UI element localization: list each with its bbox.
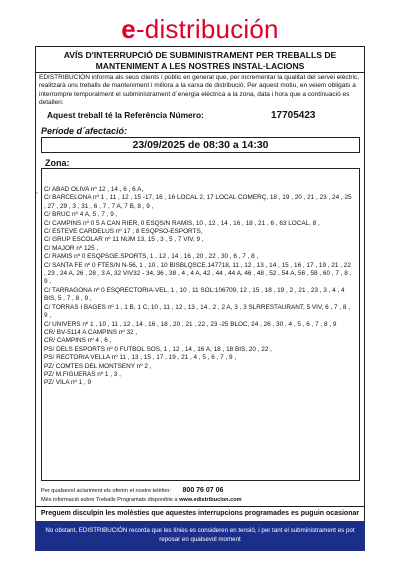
street-item: CR/ BV-5114 A CAMPINS nº 32 ,	[44, 328, 138, 336]
reference-number: 17705423	[271, 110, 316, 121]
street-item: C/ BRUC nº 4 A, 5 , 7 , 9 ,	[44, 211, 118, 219]
footer-banner	[35, 521, 365, 551]
street-item: C/ SANTA FE nº 0 FTES/N N-56, 1 , 10 , 10 BISBLQSCE.147718, 11 , 12 , 13 , 14 , 15 , 16 , 17 , 19 , 21 , 22 , 23 , 24 A, 26 , 28 , 3 A, 32 VIV32 - 34, 36 , 38 , 4 , 4 A, 42 , 44 , 44 A, 46 , 48 , 52 , 54 A, 56 , 58 , 60 , 7 , 8 , 9 ,	[44, 261, 352, 286]
street-item: C/ TORRAS I BAGES nº 1 , 1 B, 1 C, 10 , 11 , 12 , 13 , 14 , 2 , 2 A, 3 , 3 SLRRESTAURANT, 5 VIV, 6 , 7 , 8 , 9 ,	[44, 303, 351, 320]
more-info-label: Més informació sobre Treballs Programats disponible a	[41, 497, 178, 503]
footer-text: No obstant, EDISTRIBUCIÓN recorda que les línies es consideren en tensió, i per tant el subministrament es pot reposar en qualsevol moment	[45, 527, 355, 543]
reference-label: Aquest treball té la Referència Número:	[47, 110, 204, 120]
street-item: C/ MAJOR nº 125 ,	[44, 244, 99, 252]
street-item: PS/ DELS ESPORTS nº 0 FUTBOL SOS, 1 , 12 , 14 , 16 A, 18 , 18 BIS, 20 , 22 ,	[44, 345, 272, 353]
zone-mark: ,	[36, 188, 38, 195]
street-item: C/ CAMPINS nº 0 5 A CAN RIER, 0 ESQS/N RAMIS, 10 , 12 , 14 , 16 , 18 , 21 , 6 , 63 LOCAL, 8 ,	[44, 219, 320, 227]
brand-logo	[0, 14, 400, 44]
street-item: CR/ CAMPINS nº 4 , 6 ,	[44, 337, 112, 345]
street-item: C/ UNIVERS nº 1 , 10 , 11 , 12 , 14 , 16 , 18 , 20 , 21 , 22 , 23 -25 BLOC, 24 , 26 , 30 , 4 , 5 , 6 , 7 , 8 , 9	[44, 320, 337, 328]
title-divider	[35, 72, 365, 73]
period-value: 23/09/2025 de 08:30 a 14:30	[41, 137, 360, 153]
logo-prefix: e	[121, 14, 136, 44]
street-list	[44, 186, 354, 388]
street-item: C/ BARCELONA nº 1 , 11 , 12 , 15 -17, 16 , 16 LOCAL 2, 17 LOCAL COMERÇ, 18 , 19 , 20 , 21 , 23 , 24 , 25 , 27 , 29 , 3 , 31 , 6 , 7 , 7 A, 7 B, 8 , 9 ,	[44, 194, 352, 210]
phone-line	[41, 487, 223, 494]
apology-divider	[35, 506, 365, 507]
apology-text: Preguem disculpin les molèsties que aquestes interrupcions programades es puguin ocasionar	[40, 510, 360, 517]
street-item: C/ ESTEVE CARDELUS nº 17 , 8 ESQPSO-ESPORTS,	[44, 228, 203, 236]
street-item: PZ/ VILA nº 1 , 9	[44, 379, 92, 387]
street-item: PS/ RECTORIA VELLA nº 11 , 13 , 15 , 17 , 19 , 21 , 4 , 5 , 6 , 7 , 9 ,	[44, 354, 237, 362]
period-label: Període d´afectació:	[41, 126, 128, 136]
street-item: PZ/ M.FIGUERAS nº 1 , 3 ,	[44, 370, 121, 378]
website-link[interactable]: www.edistribucion.com	[179, 497, 242, 503]
notice-title: AVÍS D'INTERRUPCIÓ DE SUBMINISTRAMENT PER TREBALLS DE MANTENIMENT A LES NOSTRES INSTAL·LACIONS	[63, 50, 337, 71]
street-item: C/ TARRAGONA nº 0 ESQRECTORIA-VEL, 1 , 10 , 11 SOL:106709, 12 , 15 , 18 , 19 , 2 , 21 , 23 , 3 , 4 , 4 BIS, 5 , 7 , 8 , 9 ,	[44, 286, 345, 303]
street-item: PZ/ COMTES DEL MONTSENY nº 2 ,	[44, 362, 152, 370]
intro-text: EDISTRIBUCIÓN informa als seus clients i públic en general que, per incrementar la qualitat del servei elèctric, realitzarà uns treballs de manteniment i millora a la xarxa de distribució. Per aquest motiu, en veiem obligats a interrompre temporalment el subministrament d´energia elèctrica a la zona, data i hora que a continuació es detallen:	[39, 74, 360, 107]
logo-suffix: -distribución	[135, 14, 279, 44]
phone-label: Per qualsevol aclariment els oferim el nostre telèfon:	[41, 488, 171, 494]
street-item: C/ GRUP ESCOLAR nº 11 NUM 13, 15 , 3 , 5 , 7 VIV, 9 ,	[44, 236, 204, 244]
more-info-line	[41, 497, 242, 503]
street-item: C/ ABAD OLIVA nº 12 , 14 , 6 , 6 A,	[44, 186, 144, 193]
phone-number[interactable]: 800 76 07 06	[182, 487, 224, 494]
street-item: C/ RAMIS nº 0 ESQPSGE.SPORTS, 1 , 12 , 14 , 16 , 20 , 22 , 30 , 6 , 7 , 8 ,	[44, 253, 259, 261]
zone-label: Zona:	[45, 158, 70, 168]
